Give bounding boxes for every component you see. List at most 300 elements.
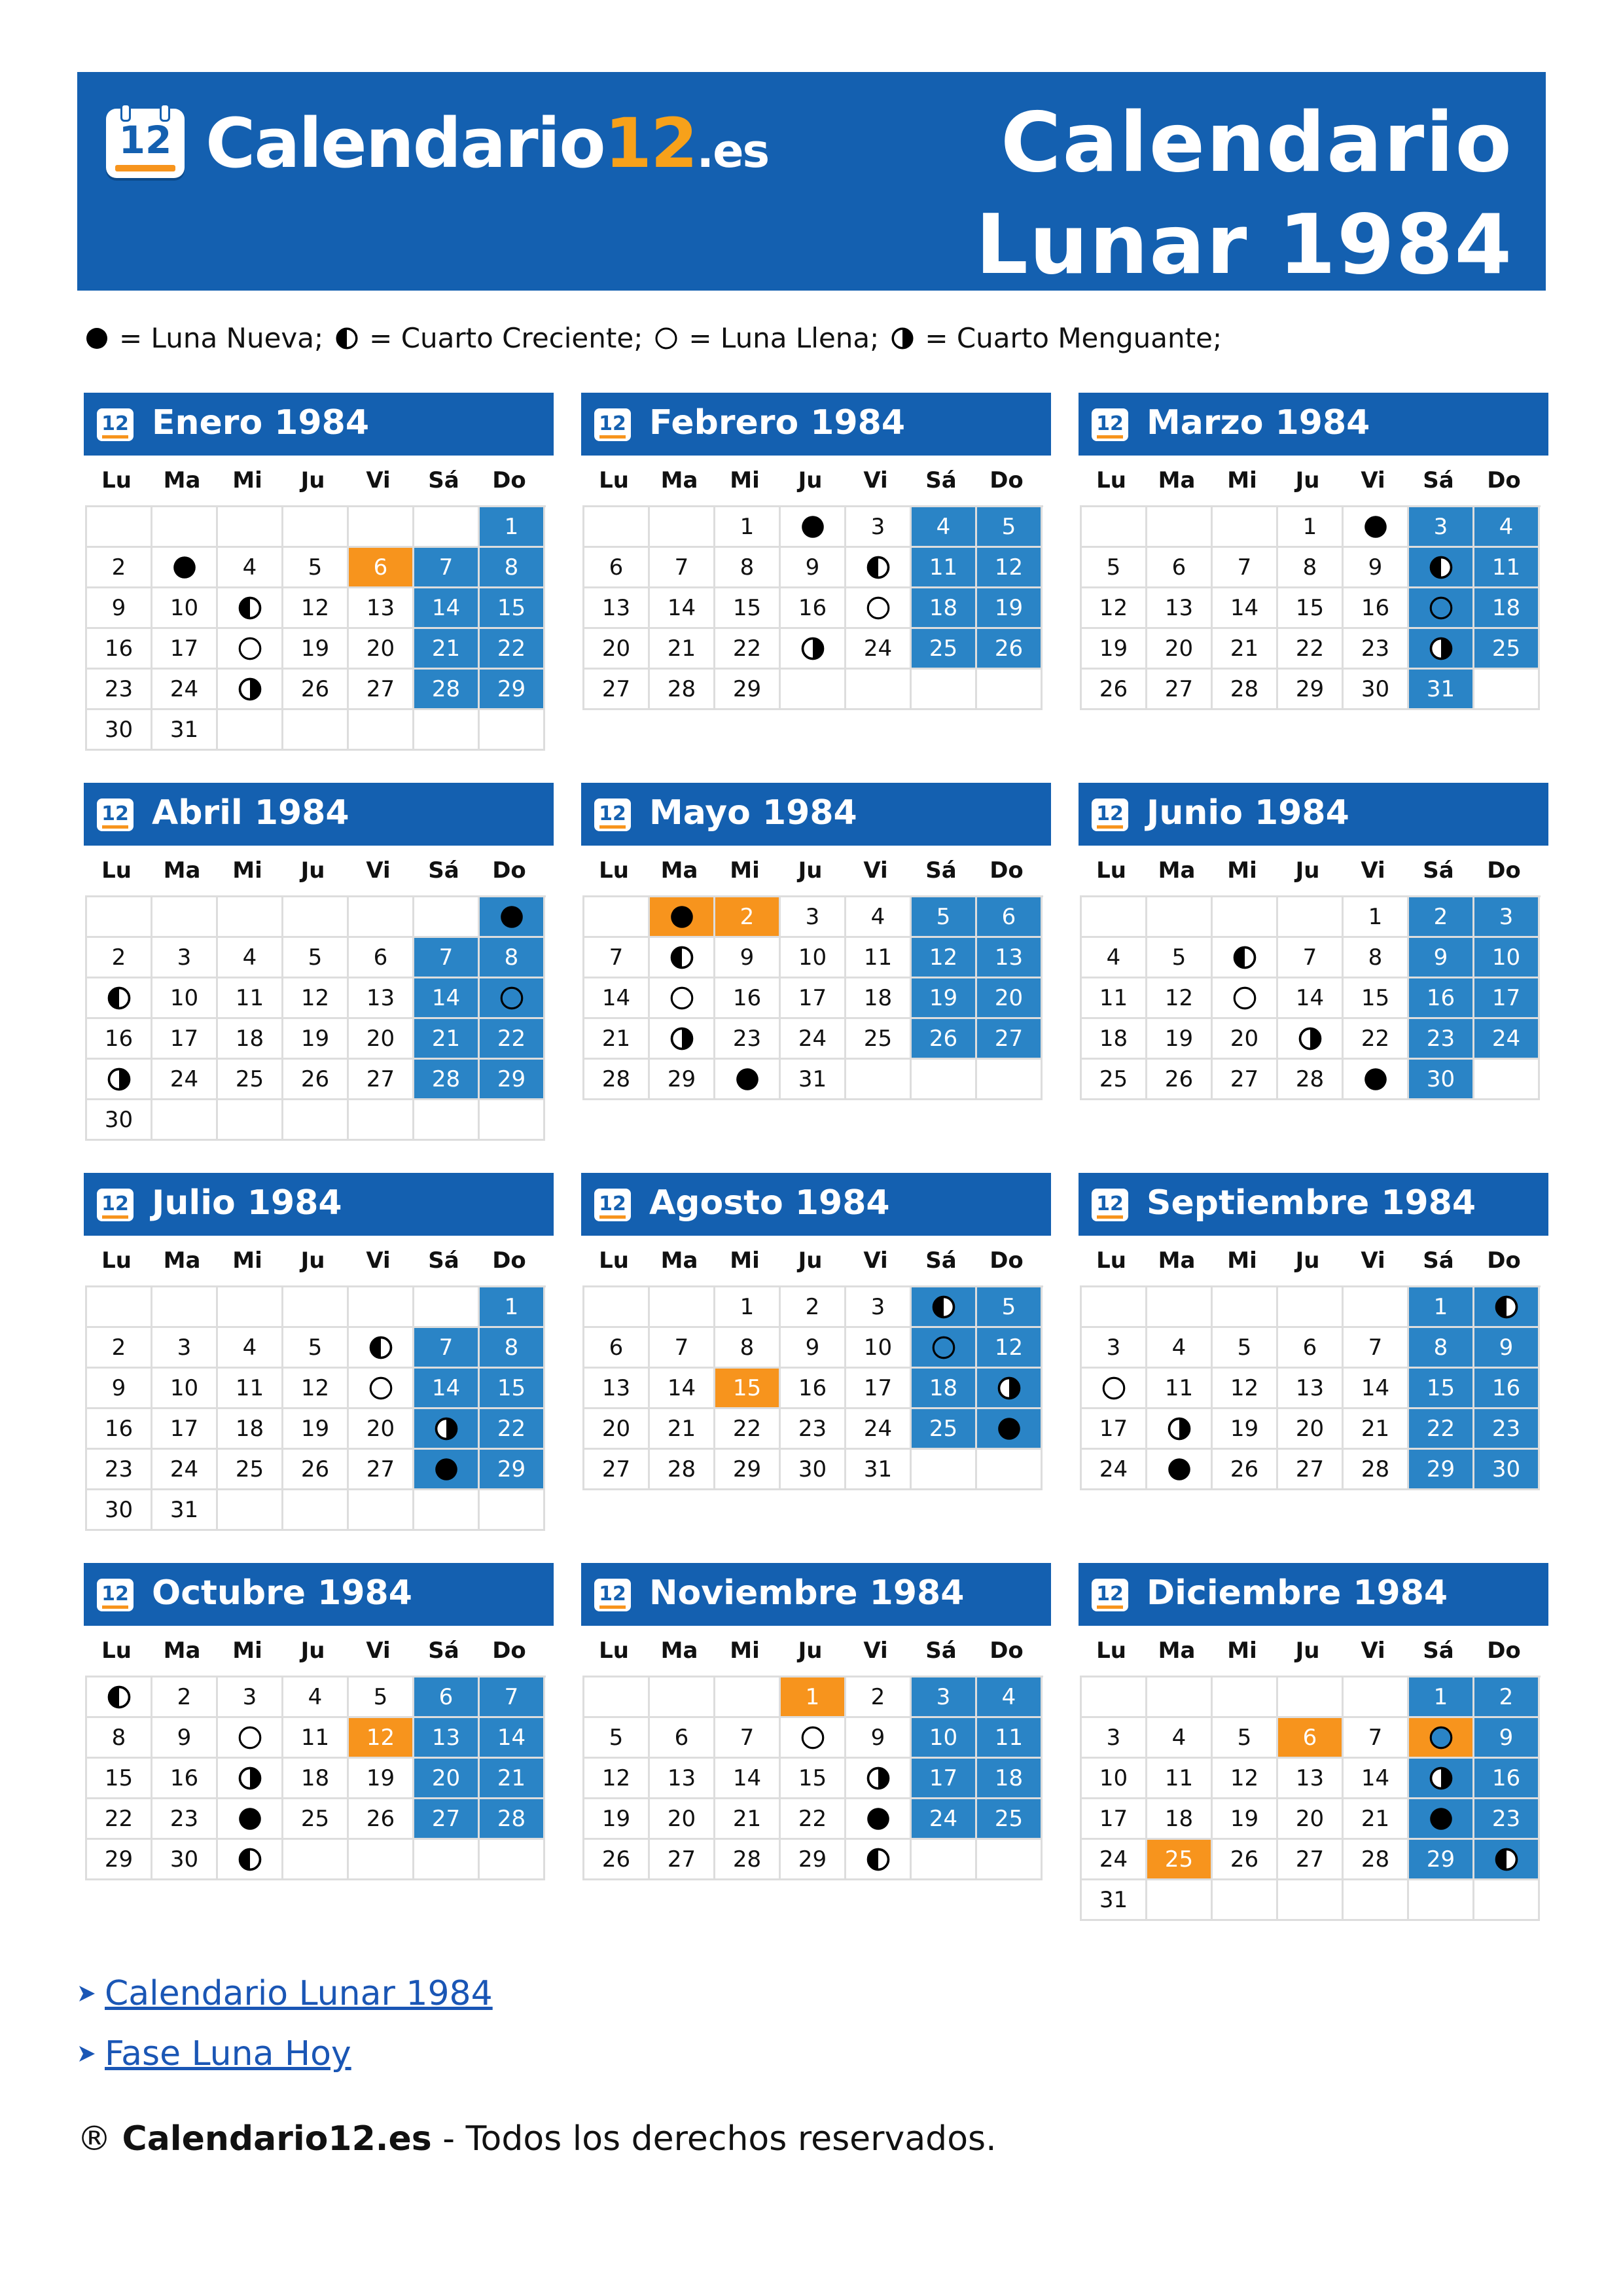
day-cell[interactable]: 23 [781,1409,846,1450]
day-cell[interactable]: 14 [650,588,715,629]
day-cell[interactable]: 28 [715,1840,781,1880]
day-cell[interactable]: 27 [1278,1450,1344,1490]
day-cell[interactable] [846,588,912,629]
day-cell[interactable]: 20 [1213,1019,1278,1060]
day-cell[interactable]: 31 [152,710,218,751]
day-cell[interactable]: 26 [283,670,349,710]
day-cell[interactable]: 12 [1082,588,1147,629]
day-cell[interactable] [218,1799,283,1840]
day-cell[interactable]: 20 [349,629,414,670]
day-cell[interactable]: 6 [1278,1328,1344,1369]
day-cell[interactable]: 1 [1409,1677,1474,1718]
day-cell[interactable]: 7 [414,1328,480,1369]
day-cell[interactable]: 19 [977,588,1043,629]
day-cell[interactable]: 30 [87,710,152,751]
day-cell[interactable]: 4 [912,507,977,548]
day-cell[interactable] [912,1287,977,1328]
day-cell[interactable]: 27 [650,1840,715,1880]
day-cell[interactable]: 10 [152,978,218,1019]
fase-luna-hoy-link[interactable]: Fase Luna Hoy [105,2034,351,2073]
day-cell[interactable]: 6 [1278,1718,1344,1759]
day-cell[interactable]: 23 [1474,1799,1540,1840]
day-cell[interactable]: 18 [283,1759,349,1799]
day-cell[interactable]: 27 [349,1060,414,1100]
day-cell[interactable]: 15 [1278,588,1344,629]
calendario-lunar-link[interactable]: Calendario Lunar 1984 [105,1974,493,2013]
day-cell[interactable]: 24 [1082,1450,1147,1490]
day-cell[interactable] [349,1369,414,1409]
day-cell[interactable] [480,897,545,938]
day-cell[interactable] [1474,1840,1540,1880]
day-cell[interactable] [912,1328,977,1369]
day-cell[interactable]: 7 [715,1718,781,1759]
day-cell[interactable]: 7 [650,548,715,588]
day-cell[interactable]: 9 [781,1328,846,1369]
day-cell[interactable]: 4 [218,1328,283,1369]
day-cell[interactable]: 28 [1344,1450,1409,1490]
day-cell[interactable]: 30 [152,1840,218,1880]
day-cell[interactable] [218,1840,283,1880]
day-cell[interactable]: 29 [650,1060,715,1100]
day-cell[interactable]: 20 [349,1409,414,1450]
day-cell[interactable]: 7 [584,938,650,978]
day-cell[interactable]: 29 [1278,670,1344,710]
day-cell[interactable] [1082,1369,1147,1409]
day-cell[interactable] [1409,588,1474,629]
day-cell[interactable]: 28 [1344,1840,1409,1880]
day-cell[interactable]: 17 [912,1759,977,1799]
day-cell[interactable]: 26 [349,1799,414,1840]
day-cell[interactable]: 25 [977,1799,1043,1840]
day-cell[interactable] [87,978,152,1019]
day-cell[interactable]: 25 [1474,629,1540,670]
day-cell[interactable]: 9 [715,938,781,978]
day-cell[interactable]: 27 [1213,1060,1278,1100]
day-cell[interactable]: 6 [584,548,650,588]
day-cell[interactable] [1409,548,1474,588]
day-cell[interactable] [414,1450,480,1490]
day-cell[interactable]: 3 [846,1287,912,1328]
day-cell[interactable]: 18 [218,1019,283,1060]
day-cell[interactable]: 29 [1409,1840,1474,1880]
day-cell[interactable]: 30 [1344,670,1409,710]
day-cell[interactable]: 22 [87,1799,152,1840]
day-cell[interactable]: 31 [781,1060,846,1100]
day-cell[interactable]: 16 [781,1369,846,1409]
day-cell[interactable] [1213,978,1278,1019]
day-cell[interactable]: 7 [414,938,480,978]
day-cell[interactable]: 16 [1344,588,1409,629]
day-cell[interactable]: 12 [1213,1759,1278,1799]
day-cell[interactable]: 22 [1344,1019,1409,1060]
day-cell[interactable] [218,1718,283,1759]
day-cell[interactable]: 26 [1147,1060,1213,1100]
day-cell[interactable]: 20 [1278,1799,1344,1840]
day-cell[interactable] [846,548,912,588]
day-cell[interactable]: 18 [1147,1799,1213,1840]
day-cell[interactable]: 6 [584,1328,650,1369]
day-cell[interactable]: 9 [1474,1718,1540,1759]
day-cell[interactable]: 4 [218,548,283,588]
day-cell[interactable]: 2 [87,938,152,978]
day-cell[interactable]: 24 [846,1409,912,1450]
day-cell[interactable]: 13 [977,938,1043,978]
day-cell[interactable]: 8 [480,938,545,978]
day-cell[interactable] [781,507,846,548]
day-cell[interactable]: 29 [715,670,781,710]
day-cell[interactable]: 22 [715,1409,781,1450]
day-cell[interactable]: 4 [1474,507,1540,548]
day-cell[interactable]: 23 [1344,629,1409,670]
day-cell[interactable]: 16 [1409,978,1474,1019]
day-cell[interactable]: 11 [1082,978,1147,1019]
day-cell[interactable] [349,1328,414,1369]
day-cell[interactable]: 19 [349,1759,414,1799]
day-cell[interactable] [152,548,218,588]
day-cell[interactable]: 4 [1147,1718,1213,1759]
day-cell[interactable]: 25 [1147,1840,1213,1880]
day-cell[interactable]: 23 [87,670,152,710]
day-cell[interactable]: 14 [414,588,480,629]
day-cell[interactable]: 17 [152,1019,218,1060]
day-cell[interactable]: 10 [781,938,846,978]
day-cell[interactable]: 9 [1344,548,1409,588]
day-cell[interactable]: 15 [715,1369,781,1409]
day-cell[interactable]: 13 [349,588,414,629]
day-cell[interactable] [87,1060,152,1100]
day-cell[interactable]: 25 [912,629,977,670]
day-cell[interactable]: 8 [480,548,545,588]
day-cell[interactable] [650,1019,715,1060]
day-cell[interactable]: 11 [846,938,912,978]
day-cell[interactable]: 19 [1082,629,1147,670]
day-cell[interactable]: 8 [87,1718,152,1759]
day-cell[interactable]: 29 [480,670,545,710]
day-cell[interactable]: 6 [977,897,1043,938]
day-cell[interactable] [715,1060,781,1100]
day-cell[interactable]: 12 [283,588,349,629]
day-cell[interactable]: 24 [912,1799,977,1840]
day-cell[interactable]: 17 [781,978,846,1019]
day-cell[interactable]: 25 [283,1799,349,1840]
day-cell[interactable]: 5 [1213,1328,1278,1369]
day-cell[interactable]: 19 [1213,1409,1278,1450]
day-cell[interactable]: 5 [283,1328,349,1369]
day-cell[interactable]: 3 [781,897,846,938]
day-cell[interactable] [781,1718,846,1759]
day-cell[interactable]: 3 [846,507,912,548]
day-cell[interactable]: 21 [414,629,480,670]
day-cell[interactable]: 1 [715,507,781,548]
day-cell[interactable]: 31 [846,1450,912,1490]
day-cell[interactable]: 23 [87,1450,152,1490]
day-cell[interactable]: 3 [1409,507,1474,548]
day-cell[interactable]: 29 [715,1450,781,1490]
day-cell[interactable] [480,978,545,1019]
day-cell[interactable]: 15 [1409,1369,1474,1409]
day-cell[interactable]: 26 [912,1019,977,1060]
day-cell[interactable]: 18 [977,1759,1043,1799]
day-cell[interactable]: 24 [152,670,218,710]
day-cell[interactable]: 20 [1278,1409,1344,1450]
day-cell[interactable]: 4 [283,1677,349,1718]
day-cell[interactable]: 28 [1278,1060,1344,1100]
day-cell[interactable]: 1 [715,1287,781,1328]
day-cell[interactable] [1409,629,1474,670]
brand-logo[interactable] [205,103,768,183]
day-cell[interactable]: 29 [1409,1450,1474,1490]
day-cell[interactable]: 19 [283,1409,349,1450]
day-cell[interactable]: 9 [781,548,846,588]
day-cell[interactable]: 17 [152,1409,218,1450]
day-cell[interactable]: 26 [283,1060,349,1100]
day-cell[interactable]: 7 [1278,938,1344,978]
day-cell[interactable]: 21 [1213,629,1278,670]
day-cell[interactable]: 31 [1409,670,1474,710]
day-cell[interactable]: 14 [414,978,480,1019]
day-cell[interactable]: 26 [584,1840,650,1880]
day-cell[interactable]: 13 [1147,588,1213,629]
day-cell[interactable]: 16 [781,588,846,629]
day-cell[interactable] [1474,1287,1540,1328]
day-cell[interactable]: 6 [650,1718,715,1759]
day-cell[interactable] [1278,1019,1344,1060]
day-cell[interactable]: 8 [715,548,781,588]
day-cell[interactable]: 18 [912,1369,977,1409]
day-cell[interactable]: 9 [1474,1328,1540,1369]
day-cell[interactable]: 12 [349,1718,414,1759]
day-cell[interactable]: 4 [1082,938,1147,978]
day-cell[interactable]: 31 [1082,1880,1147,1921]
day-cell[interactable]: 6 [349,938,414,978]
day-cell[interactable]: 5 [1147,938,1213,978]
day-cell[interactable]: 28 [650,670,715,710]
day-cell[interactable]: 21 [414,1019,480,1060]
day-cell[interactable]: 23 [715,1019,781,1060]
day-cell[interactable]: 13 [584,1369,650,1409]
day-cell[interactable]: 22 [781,1799,846,1840]
day-cell[interactable]: 1 [1278,507,1344,548]
day-cell[interactable]: 4 [977,1677,1043,1718]
day-cell[interactable]: 3 [1474,897,1540,938]
day-cell[interactable]: 3 [912,1677,977,1718]
day-cell[interactable]: 3 [152,938,218,978]
day-cell[interactable]: 24 [1474,1019,1540,1060]
day-cell[interactable]: 19 [1147,1019,1213,1060]
day-cell[interactable]: 15 [87,1759,152,1799]
day-cell[interactable]: 15 [480,1369,545,1409]
day-cell[interactable]: 20 [650,1799,715,1840]
day-cell[interactable]: 18 [1474,588,1540,629]
day-cell[interactable]: 4 [846,897,912,938]
day-cell[interactable]: 9 [1409,938,1474,978]
day-cell[interactable]: 21 [650,629,715,670]
day-cell[interactable] [846,1799,912,1840]
day-cell[interactable] [218,1759,283,1799]
day-cell[interactable]: 3 [152,1328,218,1369]
day-cell[interactable]: 2 [152,1677,218,1718]
day-cell[interactable]: 17 [846,1369,912,1409]
day-cell[interactable]: 7 [650,1328,715,1369]
day-cell[interactable]: 9 [87,1369,152,1409]
day-cell[interactable]: 14 [1344,1759,1409,1799]
day-cell[interactable]: 5 [349,1677,414,1718]
day-cell[interactable]: 28 [584,1060,650,1100]
day-cell[interactable]: 10 [152,588,218,629]
day-cell[interactable] [650,978,715,1019]
day-cell[interactable]: 28 [414,1060,480,1100]
day-cell[interactable]: 13 [349,978,414,1019]
day-cell[interactable]: 15 [480,588,545,629]
day-cell[interactable]: 8 [1344,938,1409,978]
day-cell[interactable]: 28 [1213,670,1278,710]
day-cell[interactable]: 5 [912,897,977,938]
day-cell[interactable]: 16 [1474,1759,1540,1799]
day-cell[interactable] [1409,1718,1474,1759]
day-cell[interactable] [1344,507,1409,548]
day-cell[interactable]: 3 [218,1677,283,1718]
day-cell[interactable] [218,629,283,670]
day-cell[interactable]: 19 [1213,1799,1278,1840]
day-cell[interactable]: 7 [1344,1328,1409,1369]
day-cell[interactable]: 25 [1082,1060,1147,1100]
day-cell[interactable]: 28 [414,670,480,710]
day-cell[interactable]: 22 [480,629,545,670]
day-cell[interactable]: 5 [1082,548,1147,588]
day-cell[interactable]: 28 [650,1450,715,1490]
day-cell[interactable]: 12 [283,1369,349,1409]
day-cell[interactable]: 16 [87,629,152,670]
day-cell[interactable]: 14 [1213,588,1278,629]
day-cell[interactable]: 26 [1213,1840,1278,1880]
day-cell[interactable]: 31 [152,1490,218,1531]
day-cell[interactable]: 22 [715,629,781,670]
day-cell[interactable]: 25 [218,1450,283,1490]
day-cell[interactable]: 12 [1147,978,1213,1019]
day-cell[interactable]: 24 [152,1060,218,1100]
day-cell[interactable]: 17 [1474,978,1540,1019]
day-cell[interactable]: 29 [480,1450,545,1490]
day-cell[interactable]: 11 [1147,1759,1213,1799]
day-cell[interactable]: 14 [414,1369,480,1409]
day-cell[interactable]: 19 [283,1019,349,1060]
day-cell[interactable]: 22 [480,1019,545,1060]
day-cell[interactable] [1409,1799,1474,1840]
day-cell[interactable]: 9 [846,1718,912,1759]
day-cell[interactable]: 24 [781,1019,846,1060]
day-cell[interactable]: 27 [1278,1840,1344,1880]
day-cell[interactable]: 15 [715,588,781,629]
day-cell[interactable]: 21 [650,1409,715,1450]
day-cell[interactable]: 21 [1344,1799,1409,1840]
day-cell[interactable]: 9 [152,1718,218,1759]
day-cell[interactable]: 2 [87,548,152,588]
day-cell[interactable]: 17 [152,629,218,670]
day-cell[interactable]: 13 [1278,1759,1344,1799]
day-cell[interactable]: 5 [977,507,1043,548]
day-cell[interactable] [1147,1450,1213,1490]
day-cell[interactable]: 1 [1409,1287,1474,1328]
day-cell[interactable]: 7 [414,548,480,588]
day-cell[interactable]: 14 [650,1369,715,1409]
day-cell[interactable]: 3 [1082,1328,1147,1369]
day-cell[interactable]: 27 [1147,670,1213,710]
day-cell[interactable]: 26 [977,629,1043,670]
day-cell[interactable]: 12 [977,1328,1043,1369]
day-cell[interactable]: 5 [584,1718,650,1759]
day-cell[interactable]: 29 [87,1840,152,1880]
day-cell[interactable]: 2 [1409,897,1474,938]
day-cell[interactable]: 14 [480,1718,545,1759]
day-cell[interactable]: 25 [846,1019,912,1060]
day-cell[interactable] [218,670,283,710]
day-cell[interactable]: 16 [87,1019,152,1060]
day-cell[interactable]: 14 [1344,1369,1409,1409]
day-cell[interactable]: 19 [584,1799,650,1840]
day-cell[interactable]: 27 [349,670,414,710]
day-cell[interactable]: 5 [1213,1718,1278,1759]
day-cell[interactable]: 4 [218,938,283,978]
day-cell[interactable]: 2 [846,1677,912,1718]
day-cell[interactable]: 1 [781,1677,846,1718]
day-cell[interactable]: 27 [977,1019,1043,1060]
day-cell[interactable] [846,1840,912,1880]
day-cell[interactable]: 11 [1474,548,1540,588]
day-cell[interactable] [977,1409,1043,1450]
day-cell[interactable] [87,1677,152,1718]
day-cell[interactable]: 11 [912,548,977,588]
day-cell[interactable]: 2 [715,897,781,938]
day-cell[interactable]: 6 [1147,548,1213,588]
day-cell[interactable]: 1 [480,507,545,548]
day-cell[interactable]: 30 [1409,1060,1474,1100]
day-cell[interactable]: 9 [87,588,152,629]
day-cell[interactable]: 26 [283,1450,349,1490]
day-cell[interactable]: 10 [846,1328,912,1369]
day-cell[interactable]: 27 [349,1450,414,1490]
day-cell[interactable] [650,938,715,978]
day-cell[interactable]: 2 [781,1287,846,1328]
day-cell[interactable]: 1 [480,1287,545,1328]
day-cell[interactable]: 24 [152,1450,218,1490]
day-cell[interactable]: 8 [1409,1328,1474,1369]
day-cell[interactable] [1213,938,1278,978]
day-cell[interactable]: 23 [1474,1409,1540,1450]
day-cell[interactable]: 17 [1082,1409,1147,1450]
day-cell[interactable]: 12 [283,978,349,1019]
day-cell[interactable]: 11 [1147,1369,1213,1409]
day-cell[interactable]: 25 [218,1060,283,1100]
day-cell[interactable]: 15 [781,1759,846,1799]
day-cell[interactable]: 3 [1082,1718,1147,1759]
day-cell[interactable]: 12 [1213,1369,1278,1409]
day-cell[interactable]: 6 [414,1677,480,1718]
day-cell[interactable]: 18 [912,588,977,629]
day-cell[interactable]: 20 [977,978,1043,1019]
day-cell[interactable] [781,629,846,670]
day-cell[interactable]: 8 [480,1328,545,1369]
day-cell[interactable]: 30 [1474,1450,1540,1490]
day-cell[interactable]: 13 [1278,1369,1344,1409]
day-cell[interactable]: 4 [1147,1328,1213,1369]
day-cell[interactable]: 18 [1082,1019,1147,1060]
day-cell[interactable]: 11 [218,978,283,1019]
day-cell[interactable]: 29 [781,1840,846,1880]
day-cell[interactable] [1344,1060,1409,1100]
day-cell[interactable]: 27 [414,1799,480,1840]
day-cell[interactable]: 21 [480,1759,545,1799]
day-cell[interactable]: 10 [912,1718,977,1759]
